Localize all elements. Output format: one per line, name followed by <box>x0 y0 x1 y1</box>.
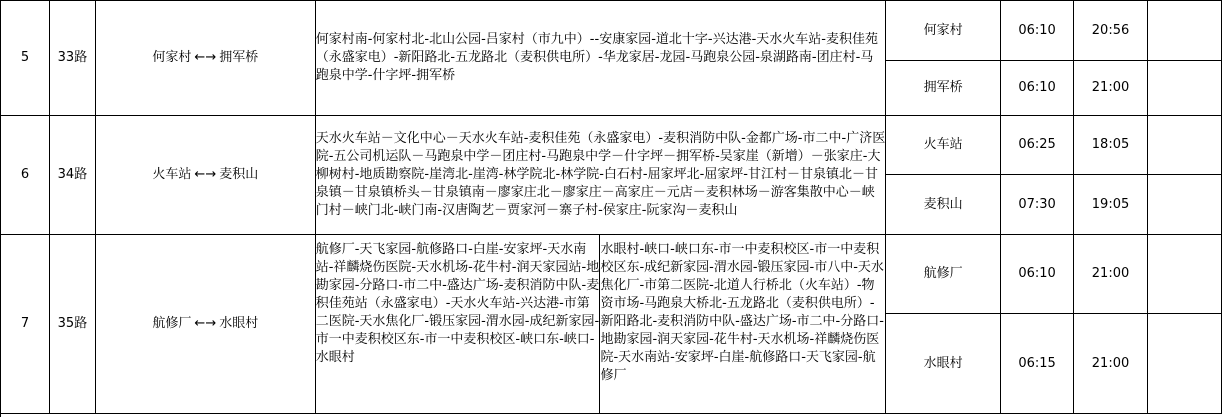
table-row <box>1 235 1222 314</box>
terminal-name: 航修厂 <box>886 235 1001 314</box>
last-bus-time: 19:05 <box>1074 175 1148 235</box>
first-bus-time: 06:10 <box>1001 235 1074 314</box>
route-stops: 天水火车站－文化中心－天水火车站-麦积佳苑（永盛家电）-麦积消防中队-金都广场-市二中-广济医院-五公司机运队－马跑泉中学－团庄村-马跑泉中学－什字坪－拥军桥-吴家崖（新增）－张家庄-大柳树村-地质勘察院-崖湾北-崖湾-林学院北-林学院-白石村-屈家坪北-屈家坪-甘江村－甘泉镇北－甘泉镇－甘泉镇桥头－甘泉镇南－廖家庄北－廖家庄－高家庄－元店－麦积林场－游客集散中心－峡门村－峡门北-峡门南-汉唐陶艺－贾家河－寨子村-侯家庄-阮家沟－麦积山 <box>315 116 885 235</box>
two-way-arrow-icon: ←→ <box>194 167 217 182</box>
span-from: 火车站 <box>152 167 192 182</box>
outbound-stops: 航修厂-天飞家园-航修路口-白崖-安家坪-天水南站-祥麟烧伤医院-天水机场-花牛村-润天家园站-地勘家园-分路口-市二中-盛达广场-麦积消防中队-麦积佳苑站（永盛家电）-天水火车站-兴达港-市第二医院-天水焦化厂-锻压家园-渭水园-成纪新家园-市一中麦积校区东-市一中麦积校区-峡口东-峡口-水眼村 <box>315 235 600 414</box>
span-to: 水眼村 <box>219 316 259 331</box>
last-bus-time: 21:00 <box>1074 235 1148 314</box>
route-number: 34路 <box>49 116 95 235</box>
terminal-name: 火车站 <box>886 116 1001 175</box>
row-number: 5 <box>1 1 50 116</box>
span-to: 麦积山 <box>219 167 259 182</box>
last-bus-time: 18:05 <box>1074 116 1148 175</box>
first-bus-time: 06:25 <box>1001 116 1074 175</box>
table-row <box>1 1 1222 61</box>
terminal-name: 麦积山 <box>886 175 1001 235</box>
two-way-arrow-icon: ←→ <box>194 316 217 331</box>
empty-cell <box>1148 314 1222 414</box>
terminal-name: 何家村 <box>886 1 1001 61</box>
row-number: 6 <box>1 116 50 235</box>
last-bus-time: 20:56 <box>1074 1 1148 61</box>
span-from: 航修厂 <box>152 316 192 331</box>
first-bus-time: 06:15 <box>1001 314 1074 414</box>
last-bus-time: 21:00 <box>1074 61 1148 116</box>
route-stops: 何家村南-何家村北-北山公园-吕家村（市九中）--安康家园-道北十字-兴达港-天水火车站-麦积佳苑（永盛家电）-新阳路北-五龙路北（麦积供电所）-华龙家居-龙园-马跑泉公园-泉湖路南-团庄村-马跑泉中学-什字坪-拥军桥 <box>315 1 885 116</box>
first-bus-time: 06:10 <box>1001 61 1074 116</box>
route-number: 35路 <box>49 235 95 414</box>
terminal-name: 水眼村 <box>886 314 1001 414</box>
span-to: 拥军桥 <box>219 50 259 65</box>
route-span <box>95 1 315 116</box>
empty-cell <box>1148 235 1222 314</box>
empty-cell <box>1148 116 1222 175</box>
row-number: 7 <box>1 235 50 414</box>
route-number: 33路 <box>49 1 95 116</box>
route-span <box>95 235 315 414</box>
first-bus-time: 06:10 <box>1001 1 1074 61</box>
span-from: 何家村 <box>152 50 192 65</box>
terminal-name: 拥军桥 <box>886 61 1001 116</box>
empty-cell <box>1148 1 1222 61</box>
two-way-arrow-icon: ←→ <box>194 50 217 65</box>
first-bus-time: 07:30 <box>1001 175 1074 235</box>
inbound-stops: 水眼村-峡口-峡口东-市一中麦积校区-市一中麦积校区东-成纪新家园-渭水园-锻压家园-市八中-天水焦化厂-市第二医院-北道人行桥北（火车站）-物资市场-马跑泉大桥北-五龙路北（麦积供电所）-新阳路北-麦积消防中队-盛达广场-市二中-分路口-地勘家园-润天家园-花牛村-天水机场-祥麟烧伤医院-天水南站-安家坪-白崖-航修路口-天飞家园-航修厂 <box>600 235 886 414</box>
empty-cell <box>1148 175 1222 235</box>
last-bus-time: 21:00 <box>1074 314 1148 414</box>
empty-cell <box>1148 61 1222 116</box>
table-row <box>1 116 1222 175</box>
route-span <box>95 116 315 235</box>
